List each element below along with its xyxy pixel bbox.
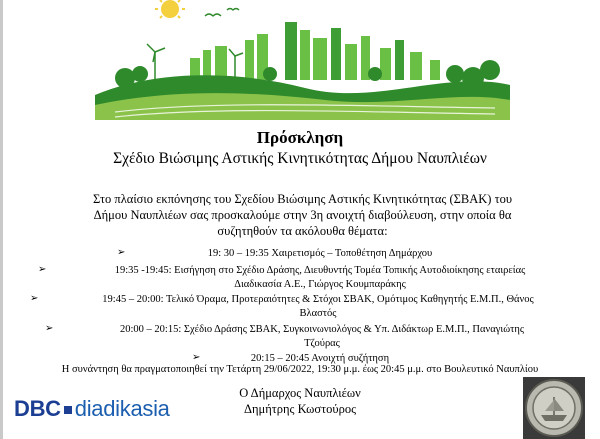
meeting-details: Η συνάντηση θα πραγματοποιηθεί την Τετάρτη 29/06/2022, 19:30 μ.μ. έως 20:45 μ.μ. στο Βουλευτικό Ναυπλίου [61, 364, 539, 375]
green-hills [95, 75, 510, 120]
agenda-item-text: 20:00 – 20:15: Σχέδιο Δράσης ΣΒΑΚ, Συγκοινωνιολόγος & Υπ. Διδάκτωρ Ε.Μ.Π., Παναγιώτης [120, 324, 524, 335]
agenda-item-text: Τζούρας [304, 338, 340, 349]
city-skyline [190, 22, 440, 80]
agenda-item [62, 323, 582, 351]
intro-line: Δήμου Ναυπλιέων σας προσκαλούμε στην 3η ανοιχτή διαβούλευση, στην οποία θα [93, 208, 512, 222]
agenda-item [48, 293, 588, 321]
agenda-item-text: 19:35 -19:45: Εισήγηση στο Σχέδιο Δράσης, Διευθυντής Τομέα Τοπικής Αυτοδιοίκησης εταιρείας [114, 265, 526, 276]
agenda-item-text: Βλαστός [299, 308, 337, 319]
logo-part-dbc: DBC [14, 396, 61, 421]
invitation-title: Πρόσκληση [256, 128, 344, 147]
mayor-title: Ο Δήμαρχος Ναυπλιέων [239, 386, 361, 400]
logo-dot-icon [64, 406, 72, 414]
arrow-bullet-icon: ➢ [38, 264, 47, 275]
agenda-item [55, 264, 585, 292]
intro-paragraph [40, 191, 565, 239]
intro-line: συζητηθούν τα ακόλουθα θέματα: [217, 224, 388, 238]
arrow-bullet-icon: ➢ [30, 293, 39, 304]
eco-city-banner [95, 0, 510, 120]
agenda-item-text: Διαδικασία Α.Ε., Γιώργος Κουμπαράκης [234, 279, 406, 290]
agenda-item-text: 19: 30 – 19:35 Χαιρετισμός – Τοποθέτηση Δημάρχου [207, 248, 433, 259]
arrow-bullet-icon: ➢ [45, 323, 54, 334]
dbc-diadikasia-logo [14, 396, 170, 422]
logo-part-diadikasia: diadikasia [74, 396, 170, 421]
agenda-item-text: 20:15 – 20:45 Ανοιχτή συζήτηση [250, 353, 390, 364]
plan-subtitle: Σχέδιο Βιώσιμης Αστικής Κινητικότητας Δήμου Ναυπλιέων [113, 150, 487, 167]
intro-line: Στο πλαίσιο εκπόνησης του Σχεδίου Βιώσιμης Αστικής Κινητικότητας (ΣΒΑΚ) του [92, 192, 513, 206]
sun-icon [155, 0, 185, 18]
arrow-bullet-icon: ➢ [192, 352, 201, 363]
birds-icon [205, 9, 239, 17]
arrow-bullet-icon: ➢ [117, 247, 126, 258]
mayor-name: Δημήτρης Κωστούρος [243, 402, 357, 416]
agenda-item-text: 19:45 – 20:00: Τελικό Όραμα, Προτεραιότητες & Στόχοι ΣΒΑΚ, Ομότιμος Καθηγητής Ε.Μ.Π., Θάνος [102, 294, 534, 305]
municipality-seal-icon [523, 377, 585, 439]
agenda-item [140, 247, 500, 261]
